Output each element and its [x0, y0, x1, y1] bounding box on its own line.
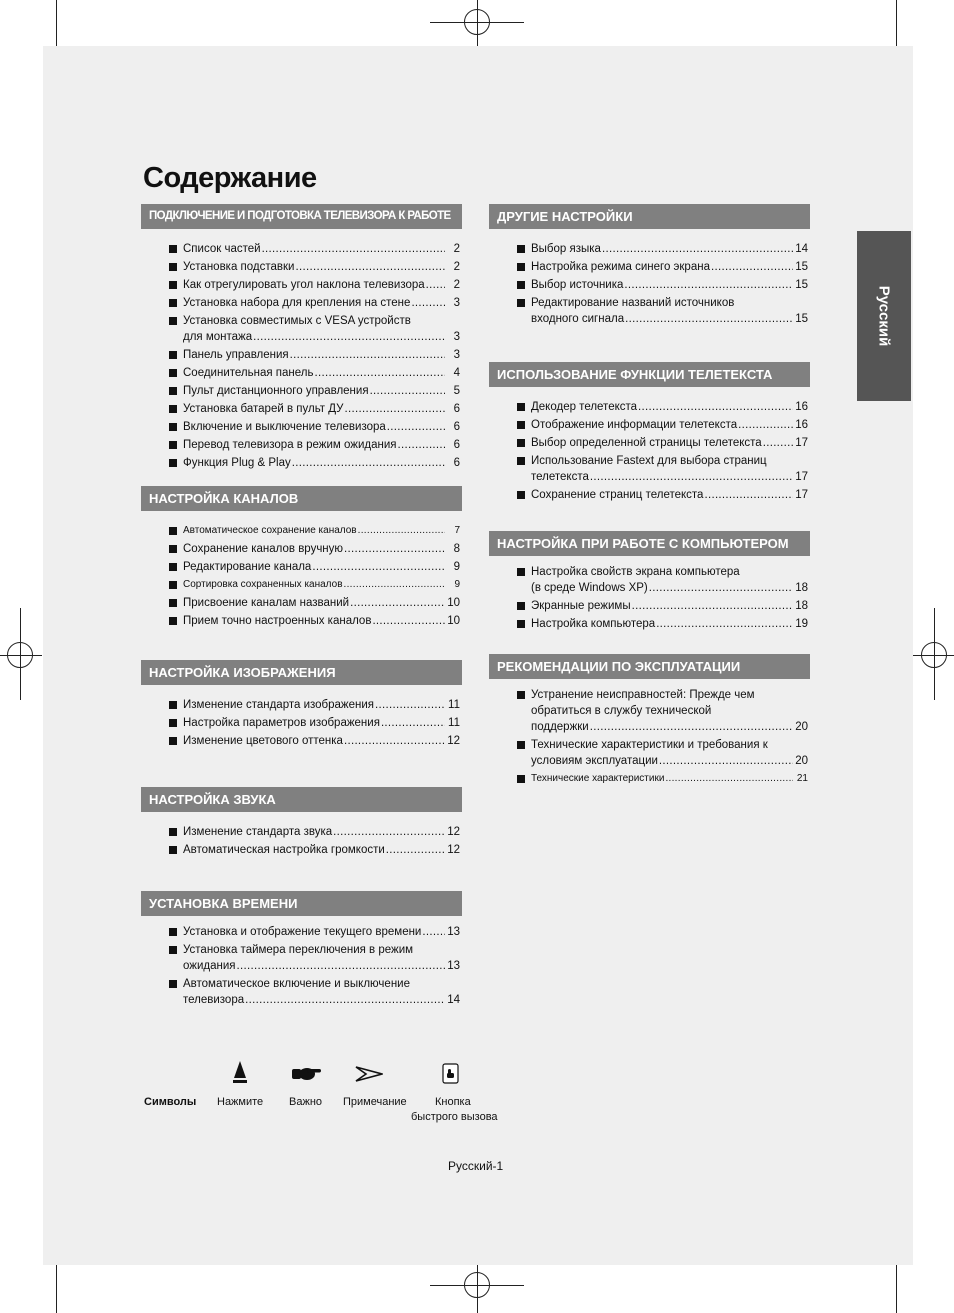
section-other — [489, 204, 810, 329]
toc-entry-text: Установка таймера переключения в режим — [183, 944, 414, 956]
toc-entry-page: 14 — [447, 994, 460, 1006]
square-bullet-icon — [169, 245, 177, 253]
toc-entry — [169, 976, 460, 1008]
square-bullet-icon — [169, 737, 177, 745]
toc-entry-page: 11 — [448, 699, 460, 711]
dot-leader — [333, 824, 445, 840]
dot-leader — [381, 715, 445, 731]
registration-mark — [7, 642, 33, 668]
toc-entry-page: 9 — [454, 579, 460, 590]
dot-leader — [632, 598, 793, 614]
square-bullet-icon — [169, 423, 177, 431]
toc-list — [141, 241, 462, 471]
dot-leader — [738, 417, 793, 433]
section-header: НАСТРОЙКА КАНАЛОВ — [141, 486, 462, 511]
toc-entry-text: Настройка свойств экрана компьютера — [531, 566, 740, 578]
toc-entry-page: 9 — [453, 561, 460, 573]
dot-leader — [711, 259, 793, 275]
square-bullet-icon — [169, 545, 177, 553]
dot-leader — [656, 616, 793, 632]
square-bullet-icon — [517, 568, 525, 576]
section-header: ПОДКЛЮЧЕНИЕ И ПОДГОТОВКА ТЕЛЕВИЗОРА К РАБОТЕ — [141, 204, 462, 229]
square-bullet-icon — [169, 317, 177, 325]
square-bullet-icon — [517, 281, 525, 289]
toc-entry-text: Сохранение каналов вручную — [183, 543, 344, 555]
square-bullet-icon — [169, 980, 177, 988]
section-header: ДРУГИЕ НАСТРОЙКИ — [489, 204, 810, 229]
dot-leader — [387, 419, 445, 435]
toc-entry — [169, 365, 460, 381]
square-bullet-icon — [517, 403, 525, 411]
dot-leader — [290, 347, 445, 363]
toc-entry-page: 13 — [447, 926, 460, 938]
section-channels — [141, 486, 462, 631]
toc-list — [489, 399, 810, 503]
dot-leader — [344, 401, 445, 417]
toc-list — [141, 523, 462, 629]
section-pc — [489, 531, 810, 634]
toc-entry-page: 3 — [453, 349, 460, 361]
square-bullet-icon — [517, 741, 525, 749]
dot-leader — [704, 487, 793, 503]
language-side-tab — [857, 231, 911, 401]
dot-leader — [358, 523, 445, 539]
toc-entry-page: 11 — [448, 717, 460, 729]
symbols-label: Символы — [144, 1096, 197, 1108]
toc-entry-text: Установка подставки — [183, 261, 295, 273]
dot-leader — [386, 842, 445, 858]
toc-entry-text: Автоматическое сохранение каналов — [183, 525, 357, 536]
toc-entry-text: Установка набора для крепления на стене — [183, 297, 411, 309]
toc-entry-text: Редактирование названий источников — [531, 297, 735, 309]
toc-entry — [169, 715, 460, 731]
toc-list — [141, 824, 462, 858]
toc-entry — [517, 771, 808, 787]
toc-entry — [169, 383, 460, 399]
toc-entry-page: 15 — [795, 279, 808, 291]
square-bullet-icon — [169, 617, 177, 625]
crop-mark — [56, 1263, 57, 1313]
toc-entry-text: Автоматическое включение и выключение — [183, 978, 410, 990]
toc-entry-text: Панель управления — [183, 349, 289, 361]
toc-entry-page: 18 — [795, 582, 808, 594]
toc-entry — [169, 295, 460, 311]
toc-entry-text: Изменение стандарта звука — [183, 826, 333, 838]
toc-entry-text: Установка совместимых с VESA устройств — [183, 315, 411, 327]
toc-entry-page: 6 — [453, 439, 460, 451]
toc-entry-page: 21 — [796, 773, 808, 784]
toc-entry — [169, 277, 460, 293]
toc-entry — [517, 564, 808, 596]
square-bullet-icon — [169, 263, 177, 271]
square-bullet-icon — [169, 527, 177, 535]
toc-entry-page: 17 — [795, 489, 808, 501]
square-bullet-icon — [517, 299, 525, 307]
toc-entry-page: 16 — [795, 401, 808, 413]
square-bullet-icon — [169, 846, 177, 854]
toc-entry-text: Как отрегулировать угол наклона телевизора — [183, 279, 425, 291]
toc-entry-text: Технические характеристики и требования к — [531, 739, 768, 751]
toc-entry-text: Настройка режима синего экрана — [531, 261, 710, 273]
toc-entry — [169, 697, 460, 713]
square-bullet-icon — [517, 421, 525, 429]
dot-leader — [590, 469, 793, 485]
toc-entry-page: 19 — [795, 618, 808, 630]
toc-entry-text: ожидания — [183, 960, 236, 972]
section-header: РЕКОМЕНДАЦИИ ПО ЭКСПЛУАТАЦИИ — [489, 654, 810, 679]
toc-entry — [169, 613, 460, 629]
toc-entry-text: поддержки — [531, 721, 589, 733]
dot-leader — [411, 295, 445, 311]
note-arrow-icon — [355, 1066, 383, 1082]
toc-entry — [517, 399, 808, 415]
toc-entry — [169, 401, 460, 417]
crop-mark — [896, 1263, 897, 1313]
toc-entry-page: 3 — [453, 331, 460, 343]
dot-leader — [659, 753, 793, 769]
toc-entry-text: Изменение цветового оттенка — [183, 735, 343, 747]
toc-entry-page: 2 — [453, 243, 460, 255]
toc-entry-text: входного сигнала — [531, 313, 625, 325]
dot-leader — [370, 383, 445, 399]
square-bullet-icon — [169, 581, 177, 589]
toc-entry-page: 4 — [453, 367, 460, 379]
dot-leader — [649, 580, 793, 596]
toc-entry-page: 5 — [453, 385, 460, 397]
quick-button-icon — [442, 1063, 459, 1084]
toc-entry-text: Установка и отображение текущего времени — [183, 926, 422, 938]
toc-entry-text: условиям эксплуатации — [531, 755, 658, 767]
toc-entry-text: Настройка параметров изображения — [183, 717, 380, 729]
toc-entry-text: телетекста — [531, 471, 589, 483]
toc-entry — [517, 687, 808, 735]
note-label: Примечание — [343, 1096, 407, 1108]
toc-entry — [517, 417, 808, 433]
toc-list — [141, 697, 462, 749]
toc-entry-text: телевизора — [183, 994, 245, 1006]
toc-entry-page: 20 — [795, 721, 808, 733]
dot-leader — [312, 559, 445, 575]
section-time — [141, 891, 462, 1010]
toc-entry — [169, 455, 460, 471]
toc-entry — [517, 453, 808, 485]
dot-leader — [624, 277, 793, 293]
toc-entry-page: 8 — [453, 543, 460, 555]
toc-entry-text: для монтажа — [183, 331, 253, 343]
dot-leader — [295, 259, 445, 275]
square-bullet-icon — [169, 828, 177, 836]
dot-leader — [422, 924, 445, 940]
section-header: УСТАНОВКА ВРЕМЕНИ — [141, 891, 462, 916]
toc-entry-text: Включение и выключение телевизора — [183, 421, 386, 433]
toc-entry — [169, 924, 460, 940]
toc-entry — [517, 259, 808, 275]
section-header: НАСТРОЙКА ПРИ РАБОТЕ С КОМПЬЮТЕРОМ — [489, 531, 810, 556]
dot-leader — [638, 399, 793, 415]
toc-entry-page: 10 — [447, 615, 460, 627]
toc-list — [489, 687, 810, 787]
square-bullet-icon — [169, 701, 177, 709]
toc-entry-page: 6 — [453, 403, 460, 415]
square-bullet-icon — [517, 245, 525, 253]
square-bullet-icon — [517, 491, 525, 499]
toc-entry — [169, 347, 460, 363]
toc-entry — [169, 942, 460, 974]
toc-list — [489, 241, 810, 327]
toc-entry-text: Отображение информации телетекста — [531, 419, 738, 431]
toc-entry — [169, 419, 460, 435]
dot-leader — [237, 958, 446, 974]
square-bullet-icon — [169, 387, 177, 395]
toc-entry — [517, 737, 808, 769]
toc-entry-page: 2 — [453, 261, 460, 273]
toc-entry-text: Автоматическая настройка громкости — [183, 844, 385, 856]
toc-entry — [169, 559, 460, 575]
toc-entry — [517, 295, 808, 327]
square-bullet-icon — [517, 439, 525, 447]
dot-leader — [253, 329, 445, 345]
toc-entry-text: Настройка компьютера — [531, 618, 656, 630]
dot-leader — [350, 595, 445, 611]
toc-entry-text: (в среде Windows XP) — [531, 582, 648, 594]
toc-entry-page: 3 — [453, 297, 460, 309]
toc-entry-text: Функция Plug & Play — [183, 457, 291, 469]
side-tab-label: Русский — [875, 285, 893, 347]
dot-leader — [397, 437, 445, 453]
toc-entry-text: Пульт дистанционного управления — [183, 385, 369, 397]
toc-entry-page: 20 — [795, 755, 808, 767]
toc-entry-text: Выбор источника — [531, 279, 624, 291]
toc-entry-page: 13 — [447, 960, 460, 972]
toc-entry — [169, 842, 460, 858]
toc-entry — [169, 313, 460, 345]
toc-entry-page: 12 — [447, 735, 460, 747]
toc-entry — [169, 824, 460, 840]
toc-entry-text: Устранение неисправностей: Прежде чем — [531, 689, 755, 701]
toc-entry-page: 7 — [454, 525, 460, 536]
square-bullet-icon — [169, 369, 177, 377]
toc-entry-text: Присвоение каналам названий — [183, 597, 350, 609]
toc-entry-page: 17 — [795, 471, 808, 483]
toc-entry-page: 15 — [795, 261, 808, 273]
toc-entry — [169, 541, 460, 557]
page-title: Содержание — [143, 162, 317, 194]
square-bullet-icon — [517, 775, 525, 783]
section-header: НАСТРОЙКА ЗВУКА — [141, 787, 462, 812]
toc-entry-text: Редактирование канала — [183, 561, 312, 573]
dot-leader — [625, 311, 793, 327]
dot-leader — [292, 455, 445, 471]
dot-leader — [245, 992, 445, 1008]
square-bullet-icon — [517, 691, 525, 699]
toc-entry-text: Список частей — [183, 243, 261, 255]
dot-leader — [665, 771, 793, 787]
toc-entry-text: Технические характеристики — [531, 773, 665, 784]
dot-leader — [426, 277, 445, 293]
toc-entry — [517, 487, 808, 503]
toc-entry — [517, 598, 808, 614]
toc-entry-page: 12 — [447, 826, 460, 838]
square-bullet-icon — [169, 599, 177, 607]
section-sound — [141, 787, 462, 860]
square-bullet-icon — [169, 441, 177, 449]
quick-button-label: быстрого вызова — [411, 1111, 498, 1123]
registration-mark — [921, 642, 947, 668]
square-bullet-icon — [517, 263, 525, 271]
registration-mark — [464, 9, 490, 35]
section-header: НАСТРОЙКА ИЗОБРАЖЕНИЯ — [141, 660, 462, 685]
toc-entry-page: 6 — [453, 457, 460, 469]
important-label: Важно — [289, 1096, 323, 1108]
square-bullet-icon — [517, 602, 525, 610]
dot-leader — [372, 613, 445, 629]
dot-leader — [262, 241, 445, 257]
square-bullet-icon — [169, 405, 177, 413]
dot-leader — [344, 577, 445, 593]
section-recommend — [489, 654, 810, 789]
toc-entry-text: Выбор определенной страницы телетекста — [531, 437, 762, 449]
toc-entry — [169, 437, 460, 453]
section-picture — [141, 660, 462, 751]
dot-leader — [602, 241, 793, 257]
toc-entry-text: обратиться в службу технической — [531, 705, 712, 717]
square-bullet-icon — [517, 457, 525, 465]
square-bullet-icon — [517, 620, 525, 628]
page-number: Русский-1 — [448, 1159, 504, 1173]
toc-entry-page: 14 — [795, 243, 808, 255]
square-bullet-icon — [169, 351, 177, 359]
toc-entry-page: 10 — [447, 597, 460, 609]
square-bullet-icon — [169, 299, 177, 307]
toc-entry-text: Соединительная панель — [183, 367, 314, 379]
toc-entry-text: Использование Fastext для выбора страниц — [531, 455, 767, 467]
toc-entry-page: 18 — [795, 600, 808, 612]
dot-leader — [344, 541, 445, 557]
toc-entry — [517, 435, 808, 451]
dot-leader — [344, 733, 445, 749]
crop-mark — [896, 0, 897, 50]
toc-entry — [517, 277, 808, 293]
toc-entry-text: Установка батарей в пульт ДУ — [183, 403, 344, 415]
dot-leader — [375, 697, 445, 713]
square-bullet-icon — [169, 946, 177, 954]
toc-entry-page: 17 — [795, 437, 808, 449]
toc-entry-text: Выбор языка — [531, 243, 601, 255]
section-teletext — [489, 362, 810, 505]
toc-entry-text: Сохранение страниц телетекста — [531, 489, 704, 501]
quick-button-label: Кнопка — [435, 1096, 471, 1108]
dot-leader — [314, 365, 445, 381]
section-connect — [141, 204, 462, 473]
press-label: Нажмите — [217, 1096, 264, 1108]
toc-entry — [169, 259, 460, 275]
toc-entry — [517, 241, 808, 257]
square-bullet-icon — [169, 563, 177, 571]
toc-entry — [169, 733, 460, 749]
square-bullet-icon — [169, 459, 177, 467]
square-bullet-icon — [169, 281, 177, 289]
press-icon — [231, 1060, 249, 1086]
toc-entry — [169, 577, 460, 593]
toc-entry-text: Экранные режимы — [531, 600, 631, 612]
toc-list — [489, 564, 810, 632]
toc-list — [141, 924, 462, 1008]
toc-entry-text: Изменение стандарта изображения — [183, 699, 374, 711]
toc-entry-page: 2 — [453, 279, 460, 291]
toc-entry-page: 16 — [795, 419, 808, 431]
toc-entry — [517, 616, 808, 632]
section-header: ИСПОЛЬЗОВАНИЕ ФУНКЦИИ ТЕЛЕТЕКСТА — [489, 362, 810, 387]
dot-leader — [763, 435, 793, 451]
toc-entry-page: 12 — [447, 844, 460, 856]
registration-mark — [464, 1272, 490, 1298]
toc-entry-text: Прием точно настроенных каналов — [183, 615, 372, 627]
toc-entry-text: Декодер телетекста — [531, 401, 638, 413]
dot-leader — [590, 719, 793, 735]
square-bullet-icon — [169, 719, 177, 727]
important-hand-icon — [292, 1066, 322, 1082]
square-bullet-icon — [169, 928, 177, 936]
toc-entry — [169, 241, 460, 257]
crop-mark — [56, 0, 57, 50]
toc-entry — [169, 595, 460, 611]
toc-entry — [169, 523, 460, 539]
toc-entry-page: 6 — [453, 421, 460, 433]
toc-entry-text: Сортировка сохраненных каналов — [183, 579, 343, 590]
toc-entry-text: Перевод телевизора в режим ожидания — [183, 439, 397, 451]
toc-entry-page: 15 — [795, 313, 808, 325]
